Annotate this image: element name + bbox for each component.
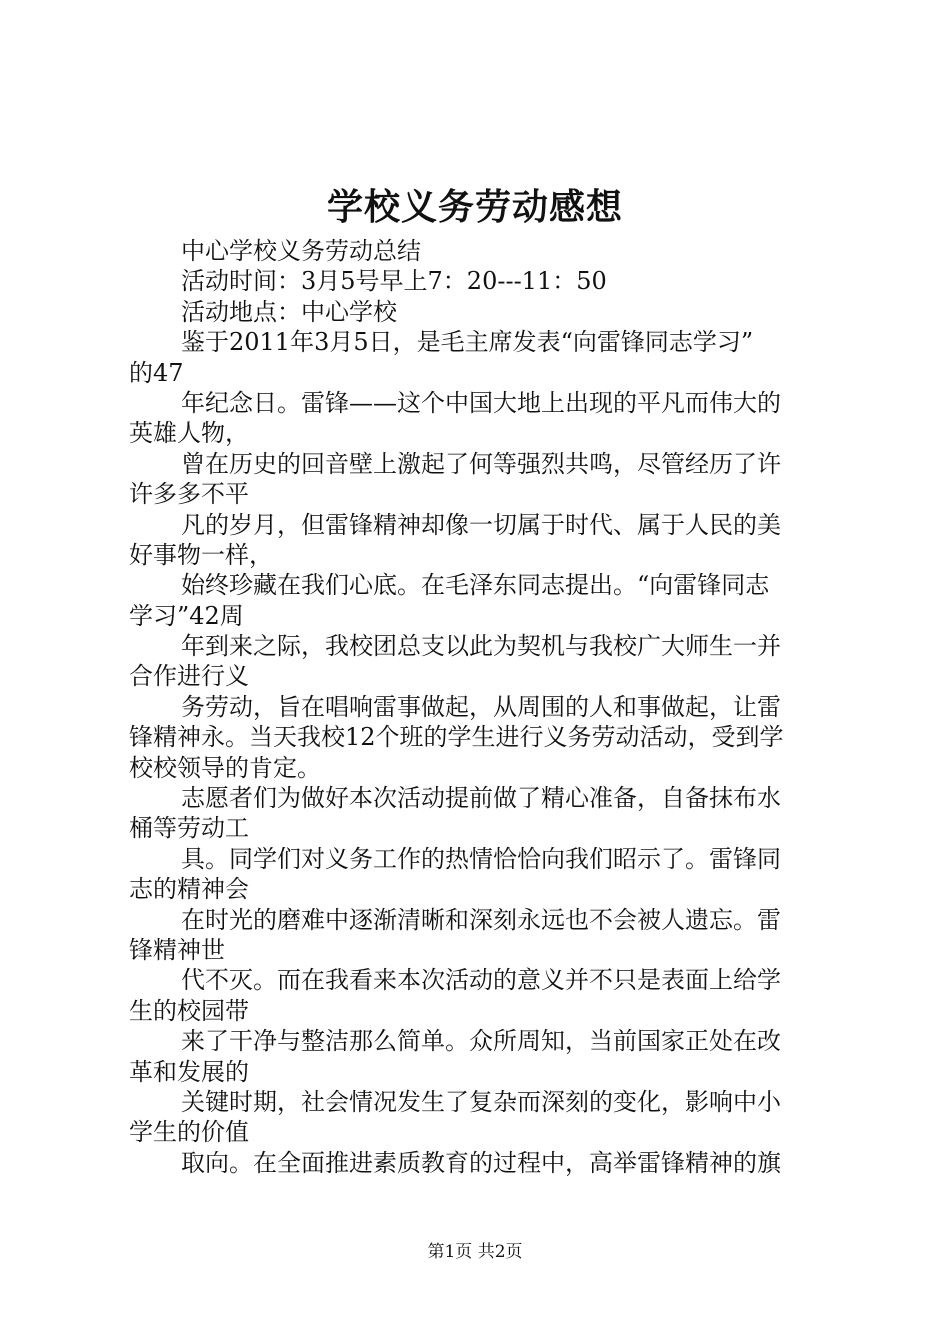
text-line: 鉴于2011年3月5日，是毛主席发表“向雷锋同志学习” <box>181 328 754 357</box>
text-line: 中心学校义务劳动总结 <box>181 237 421 265</box>
text-line: 关键时期，社会情况发生了复杂而深刻的变化，影响中小 <box>181 1087 781 1116</box>
text-line: 凡的岁月，但雷锋精神却像一切属于时代、属于人民的美 <box>181 510 781 539</box>
text-line: 务劳动，旨在唱响雷事做起，从周围的人和事做起，让雷 <box>181 692 781 721</box>
text-line: 活动时间：3月5号早上7：20---11：50 <box>181 267 607 296</box>
text-line: 革和发展的 <box>129 1057 249 1086</box>
text-line: 年纪念日。雷锋——这个中国大地上出现的平凡而伟大的 <box>181 388 781 417</box>
text-line: 生的校园带 <box>129 996 249 1025</box>
text-line: 锋精神世 <box>129 935 225 964</box>
text-line: 英雄人物， <box>129 419 249 448</box>
text-line: 学生的价值 <box>129 1118 249 1147</box>
text-line: 合作进行义 <box>129 662 249 691</box>
text-line: 代不灭。而在我看来本次活动的意义并不只是表面上给学 <box>181 966 781 995</box>
text-line: 志的精神会 <box>129 875 249 904</box>
text-line: 桶等劳动工 <box>129 814 249 843</box>
text-line: 校校领导的肯定。 <box>129 753 321 782</box>
document-title: 学校义务劳动感想 <box>326 187 623 228</box>
text-line: 具。同学们对义务工作的热情恰恰向我们昭示了。雷锋同 <box>181 844 781 873</box>
text-line: 活动地点：中心学校 <box>181 297 397 326</box>
text-line: 锋精神永。当天我校12个班的学生进行义务劳动活动，受到学 <box>129 723 784 752</box>
text-line: 的47 <box>129 358 184 387</box>
text-line: 曾在历史的回音壁上激起了何等强烈共鸣，尽管经历了许 <box>181 449 781 478</box>
text-line: 许多多不平 <box>129 480 249 509</box>
text-line: 来了干净与整洁那么简单。众所周知，当前国家正处在改 <box>181 1027 781 1056</box>
text-line: 取向。在全面推进素质教育的过程中，高举雷锋精神的旗 <box>181 1148 781 1177</box>
text-line: 在时光的磨难中逐渐清晰和深刻永远也不会被人遗忘。雷 <box>181 905 781 934</box>
text-line: 志愿者们为做好本次活动提前做了精心准备，自备抹布水 <box>181 784 781 813</box>
text-line: 好事物一样， <box>129 540 273 569</box>
text-line: 年到来之际，我校团总支以此为契机与我校广大师生一并 <box>181 632 781 661</box>
text-line: 始终珍藏在我们心底。在毛泽东同志提出。“向雷锋同志 <box>181 571 770 600</box>
document-body <box>129 236 832 1178</box>
text-line: 学习”42周 <box>129 601 244 630</box>
page-number-footer: 第1页 共2页 <box>427 1242 523 1262</box>
